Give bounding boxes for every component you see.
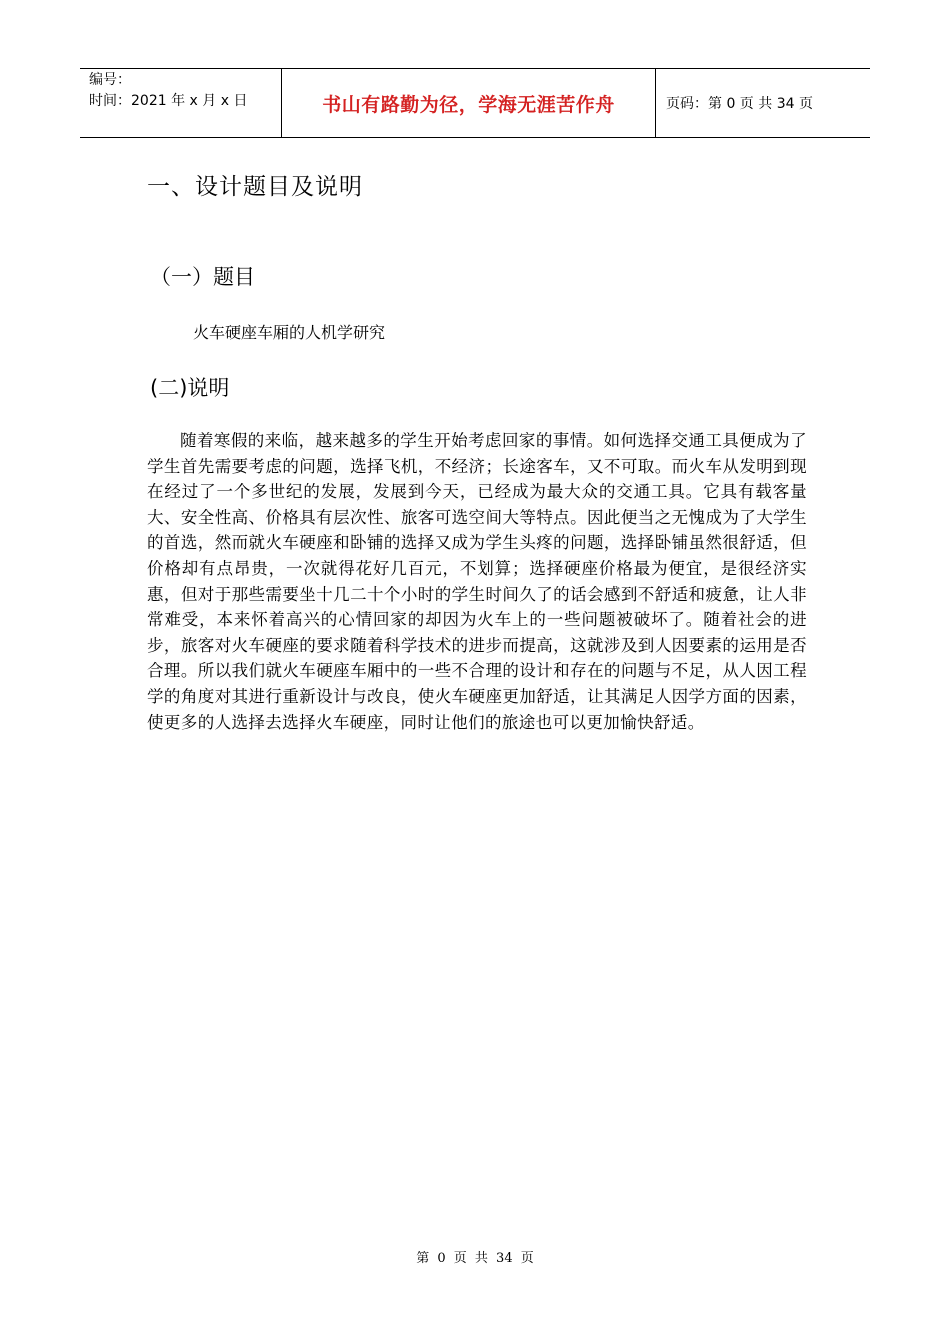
document-number-label: 编号：: [89, 72, 131, 88]
subsection-title-description: (二)说明: [150, 376, 230, 400]
header-motto-cell: [282, 69, 656, 137]
page-footer: 第 0 页 共 34 页: [416, 1251, 534, 1266]
header-motto: 书山有路勤为径，学海无涯苦作舟: [322, 93, 615, 116]
header-page-info: 页码：第 0 页 共 34 页: [666, 96, 813, 112]
subsection-title-topic: （一）题目: [150, 265, 255, 289]
document-date-label: 时间：2021 年 x 月 x 日: [89, 93, 248, 109]
section-title: 一、设计题目及说明: [147, 174, 363, 200]
page-header: [80, 68, 870, 138]
topic-text: 火车硬座车厢的人机学研究: [193, 323, 386, 342]
description-paragraph: 随着寒假的来临，越来越多的学生开始考虑回家的事情。如何选择交通工具便成为了学生首先需要考虑的问题，选择飞机，不经济；长途客车，又不可取。而火车从发明到现在经过了一个多世纪的发展，发展到今天，已经成为最大众的交通工具。它具有载客量大、安全性高、价格具有层次性、旅客可选空间大等特点。因此便当之无愧成为了大学生的首选，然而就火车硬座和卧铺的选择又成为学生头疼的问题，选择卧铺虽然很舒适，但价格却有点昂贵，一次就得花好几百元，不划算；选择硬座价格最为便宜，是很经济实惠，但对于那些需要坐十几二十个小时的学生时间久了的话会感到不舒适和疲惫，让人非常难受，本来怀着高兴的心情回家的却因为火车上的一些问题被破坏了。随着社会的进步，旅客对火车硬座的要求随着科学技术的进步而提高，这就涉及到人因要素的运用是否合理。所以我们就火车硬座车厢中的一些不合理的设计和存在的问题与不足，从人因工程学的角度对其进行重新设计与改良，使火车硬座更加舒适，让其满足人因学方面的因素，使更多的人选择去选择火车硬座，同时让他们的旅途也可以更加愉快舒适。: [147, 431, 807, 732]
header-meta-cell: [80, 69, 282, 137]
header-page-cell: [656, 69, 870, 137]
